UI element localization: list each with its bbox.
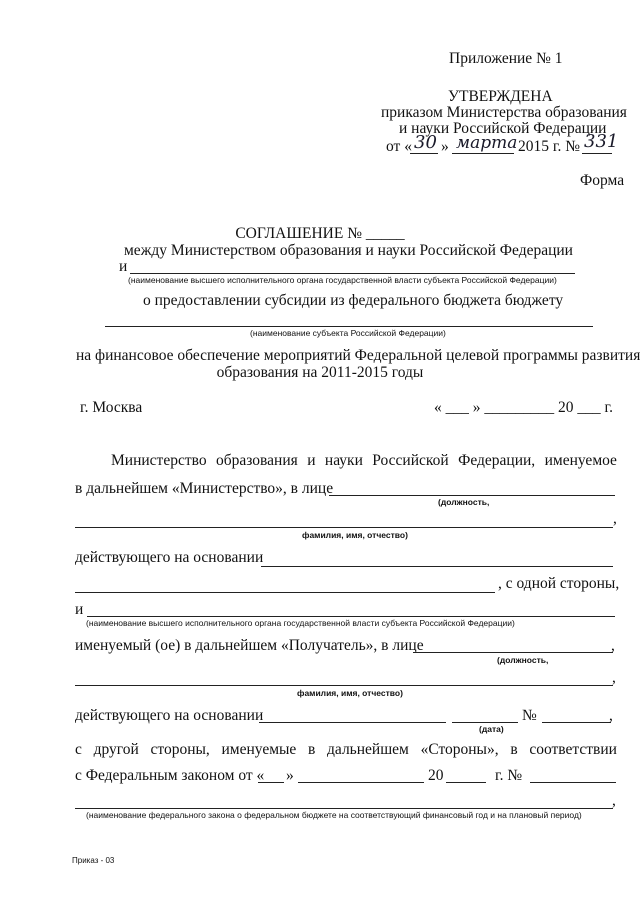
position-caption: (должность,: [438, 497, 490, 507]
order-date-line: [386, 131, 626, 158]
city-label: г. Москва: [80, 399, 143, 416]
date-mid: »: [441, 138, 449, 155]
comma: ,: [612, 669, 616, 686]
date-year: 2015 г. №: [518, 138, 581, 155]
acting-basis-label: действующего на основании: [75, 549, 264, 566]
word: соответствии: [529, 741, 617, 758]
one-side-label: , с одной стороны,: [498, 575, 620, 592]
date-prefix: от «: [386, 138, 412, 155]
word: и: [307, 452, 316, 469]
comma: ,: [612, 792, 616, 809]
comma: ,: [609, 707, 613, 724]
word: Федерации,: [458, 452, 536, 469]
subsidy-line: о предоставлении субсидии из федерального бюджета бюджету: [143, 292, 564, 309]
and-label-2: и: [75, 601, 84, 618]
form-label: Форма: [580, 172, 625, 189]
word: Российской: [372, 452, 449, 469]
order-line-2: и науки Российской Федерации: [399, 120, 607, 137]
law-suffix: г. №: [495, 767, 523, 784]
authority-caption-2: (наименование высшего исполнительного органа государственной власти субъекта Российской Федерации): [86, 618, 515, 628]
purpose-line-2: образования на 2011-2015 годы: [216, 364, 424, 381]
word: именуемые: [221, 741, 297, 758]
handwritten-month: марта: [456, 133, 518, 153]
word: в: [510, 741, 518, 758]
word: стороны,: [150, 741, 210, 758]
comma: ,: [613, 510, 617, 527]
between-line: между Министерством образования и науки Российской Федерации: [124, 242, 573, 259]
law-prefix: с Федеральным законом от «: [75, 767, 265, 784]
word: науки: [324, 452, 363, 469]
other-side-line: [75, 741, 617, 759]
agreement-title: СОГЛАШЕНИЕ № _____: [235, 225, 405, 242]
appendix-label: Приложение № 1: [449, 50, 563, 67]
word: «Стороны»,: [420, 741, 499, 758]
law-mid: »: [286, 767, 294, 784]
position-caption-2: (должность,: [497, 655, 549, 665]
word: образования: [216, 452, 298, 469]
paragraph-1-line-2: в дальнейшем «Министерство», в лице: [75, 480, 334, 497]
number-sign: №: [522, 707, 537, 724]
approved-label: УТВЕРЖДЕНА: [448, 88, 553, 105]
comma: ,: [611, 637, 615, 654]
subject-caption: (наименование субъекта Российской Федерации): [250, 328, 446, 338]
word: другой: [93, 741, 139, 758]
authority-caption: (наименование высшего исполнительного органа государственной власти субъекта Российской Федерации): [128, 275, 557, 285]
handwritten-day: 30: [414, 132, 437, 153]
word: именуемое: [544, 452, 617, 469]
recipient-line: именуемый (ое) в дальнейшем «Получатель», в лице: [75, 637, 424, 654]
law-year: 20: [428, 767, 444, 784]
paragraph-1-line-1: [111, 452, 617, 470]
handwritten-order-number: 331: [584, 131, 619, 152]
word: дальнейшем: [327, 741, 409, 758]
purpose-line-1: на финансовое обеспечение мероприятий Федеральной целевой программы развития: [76, 347, 640, 364]
name-caption: фамилия, имя, отчество): [302, 530, 408, 540]
order-line-1: приказом Министерства образования: [381, 104, 627, 121]
word: Министерство: [111, 452, 207, 469]
word: с: [75, 741, 82, 758]
word: в: [308, 741, 316, 758]
footer-order-ref: Приказ - 03: [72, 856, 115, 865]
agreement-date-template: « ___ » _________ 20 ___ г.: [434, 399, 613, 416]
law-caption: (наименование федерального закона о федеральном бюджете на соответствующий финансовый год и на плановый период): [86, 810, 582, 820]
date-caption: (дата): [479, 724, 504, 734]
acting-basis-label-2: действующего на основании: [75, 707, 264, 724]
and-label: и: [119, 258, 128, 275]
name-caption-2: фамилия, имя, отчество): [297, 688, 403, 698]
